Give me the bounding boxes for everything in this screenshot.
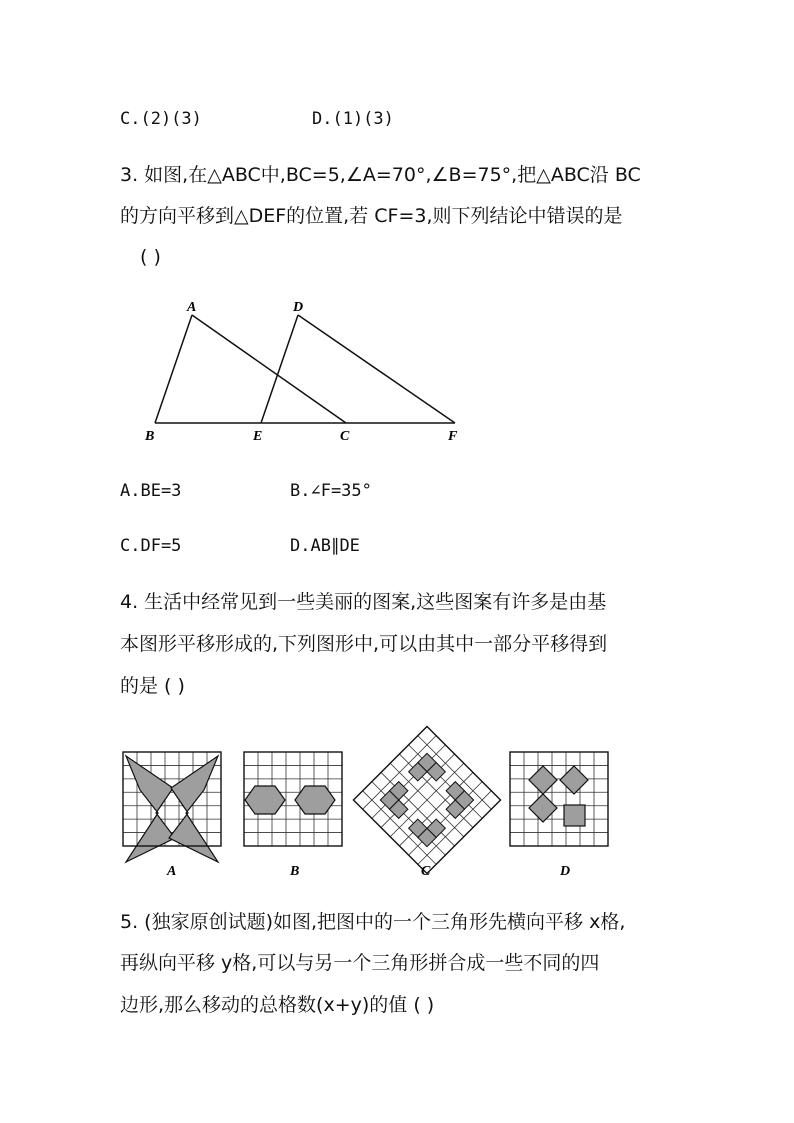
label-b: B — [145, 429, 155, 444]
question-3-answer-bracket: ( ) — [140, 246, 161, 268]
question-4-line-1: 4. 生活中经常见到一些美丽的图案,这些图案有许多是由基 — [120, 591, 607, 613]
pattern-c — [353, 726, 500, 873]
pattern-b — [244, 752, 342, 846]
translated-triangles-figure — [140, 295, 470, 447]
label-e: E — [253, 429, 263, 444]
question-5-line-3: 边形,那么移动的总格数(x+y)的值 ( ) — [120, 994, 435, 1016]
hexagon-left — [245, 786, 285, 814]
diamond-top-left — [529, 766, 557, 794]
question-5-line-2: 再纵向平移 y格,可以与另一个三角形拼合成一些不同的四 — [120, 952, 600, 974]
pattern-a — [123, 752, 221, 862]
option-b: B.∠F=35° — [290, 481, 372, 501]
question-3-line-2: 的方向平移到△DEF的位置,若 CF=3,则下列结论中错误的是 — [120, 205, 623, 227]
label-a: A — [187, 300, 197, 315]
caption-a: A — [167, 864, 177, 879]
side-de — [261, 315, 298, 423]
label-f: F — [448, 429, 458, 444]
pattern-d — [510, 752, 608, 846]
caption-d: D — [560, 864, 571, 879]
caption-c: C — [421, 864, 431, 879]
question-3-line-1: 3. 如图,在△ABC中,BC=5,∠A=70°,∠B=75°,把△ABC沿 BC — [120, 164, 641, 186]
caption-b: B — [290, 864, 300, 879]
side-ab — [155, 315, 192, 423]
diamond-bottom-left — [529, 794, 557, 822]
pattern-choices-figure — [118, 718, 618, 883]
grid-border — [510, 752, 608, 846]
option-d: D.(1)(3) — [312, 109, 394, 129]
square-bottom-right — [564, 805, 585, 826]
label-c: C — [340, 429, 350, 444]
option-a: A.BE=3 — [120, 481, 182, 501]
question-4-line-2: 本图形平移形成的,下列图形中,可以由其中一部分平移得到 — [120, 633, 608, 655]
question-4-line-3: 的是 ( ) — [120, 675, 185, 697]
option-c: C.(2)(3) — [120, 109, 202, 129]
hexagon-right — [295, 786, 335, 814]
question-5-line-1: 5. (独家原创试题)如图,把图中的一个三角形先横向平移 x格, — [120, 911, 626, 933]
side-df — [298, 315, 455, 423]
label-d: D — [293, 300, 304, 315]
diamond-top-right — [560, 766, 588, 794]
option-d: D.AB∥DE — [290, 536, 360, 556]
side-ac — [192, 315, 346, 423]
option-c: C.DF=5 — [120, 536, 182, 556]
